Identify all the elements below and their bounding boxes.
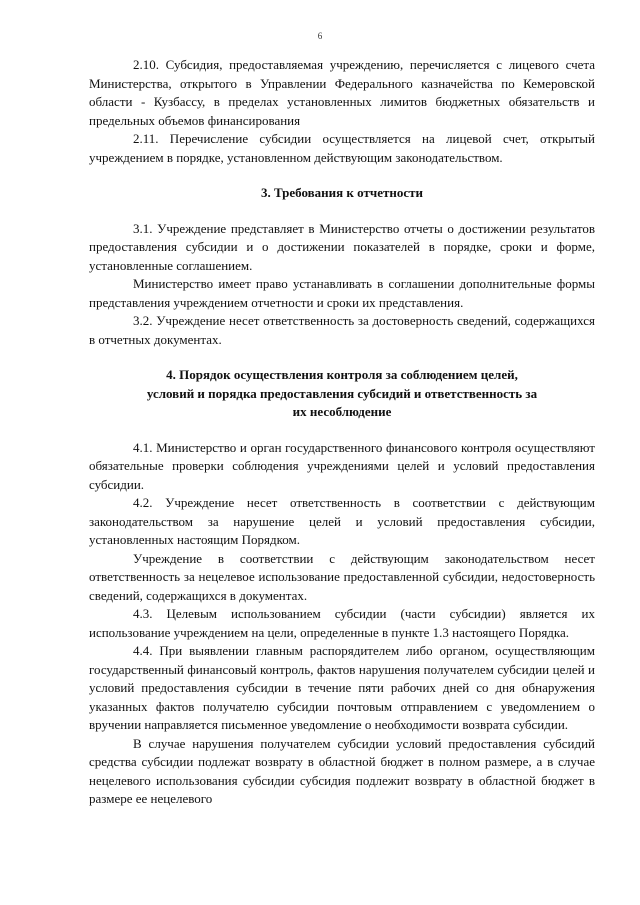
- paragraph-3-1-continuation: Министерство имеет право устанавливать в соглашении дополнительные формы представления учреждением отчетности и сроки их представления.: [89, 276, 595, 310]
- paragraph-4-4: 4.4. При выявлении главным распорядителем либо органом, осуществляющим государственный финансовый контроль, фактов нарушения получателем субсидии целей и условий предоставления субсидии в течение пяти рабочих дней со дня обнаружения указанных фактов получателю субсидии почтовым отправлением с уведомлением о вручении направляется письменное уведомление о необходимости возврата субсидии.: [89, 643, 595, 732]
- document-body: [89, 56, 595, 809]
- spacer: [89, 422, 595, 439]
- paragraph-3-2: 3.2. Учреждение несет ответственность за достоверность сведений, содержащихся в отчетных документах.: [89, 313, 595, 347]
- paragraph-2-11: 2.11. Перечисление субсидии осуществляется на лицевой счет, открытый учреждением в порядке, установленном действующим законодательством.: [89, 131, 595, 165]
- spacer: [89, 167, 595, 184]
- spacer: [89, 349, 595, 366]
- spacer: [89, 203, 595, 220]
- paragraph-3-1: 3.1. Учреждение представляет в Министерство отчеты о достижении результатов предоставления субсидии и о достижении показателей в порядке, сроки и форме, установленные соглашением.: [89, 220, 595, 273]
- section-4-heading-line-3: их несоблюдение: [292, 404, 392, 419]
- paragraph-4-4-continuation: В случае нарушения получателем субсидии условий предоставления субсидий средства субсидии подлежат возврату в областной бюджет в полном размере, а в случае нецелевого использования субсидии субсидия подлежит возврату в областной бюджет в размере ее нецелевого: [89, 735, 595, 806]
- paragraph-2-10: 2.10. Субсидия, предоставляемая учреждению, перечисляется с лицевого счета Министерства, открытого в Управлении Федерального казначейства по Кемеровской области - Кузбассу, в пределах установленных лимитов бюджетных обязательств и предельных объемов финансирования: [89, 57, 595, 128]
- section-4-heading-line-2: условий и порядка предоставления субсидий и ответственность за: [146, 385, 538, 401]
- section-4-heading-line-1: 4. Порядок осуществления контроля за соблюдением целей,: [166, 367, 518, 382]
- paragraph-4-2-continuation: Учреждение в соответствии с действующим законодательством несет ответственность за нецелевое использование предоставленной субсидии, недостоверность сведений, содержащихся в документах.: [89, 550, 595, 603]
- paragraph-4-2: 4.2. Учреждение несет ответственность в соответствии с действующим законодательством за нарушение целей и условий предоставления субсидии, установленных настоящим Порядком.: [89, 495, 595, 547]
- paragraph-4-1: 4.1. Министерство и орган государственного финансового контроля осуществляют обязательные проверки соблюдения учреждениями целей и условий предоставления субсидии.: [89, 439, 595, 492]
- section-3-heading: 3. Требования к отчетности: [260, 185, 424, 200]
- paragraph-4-3: 4.3. Целевым использованием субсидии (части субсидии) является их использование учреждением на цели, определенные в пункте 1.3 настоящего Порядка.: [89, 606, 595, 640]
- page-number: 6: [317, 31, 323, 41]
